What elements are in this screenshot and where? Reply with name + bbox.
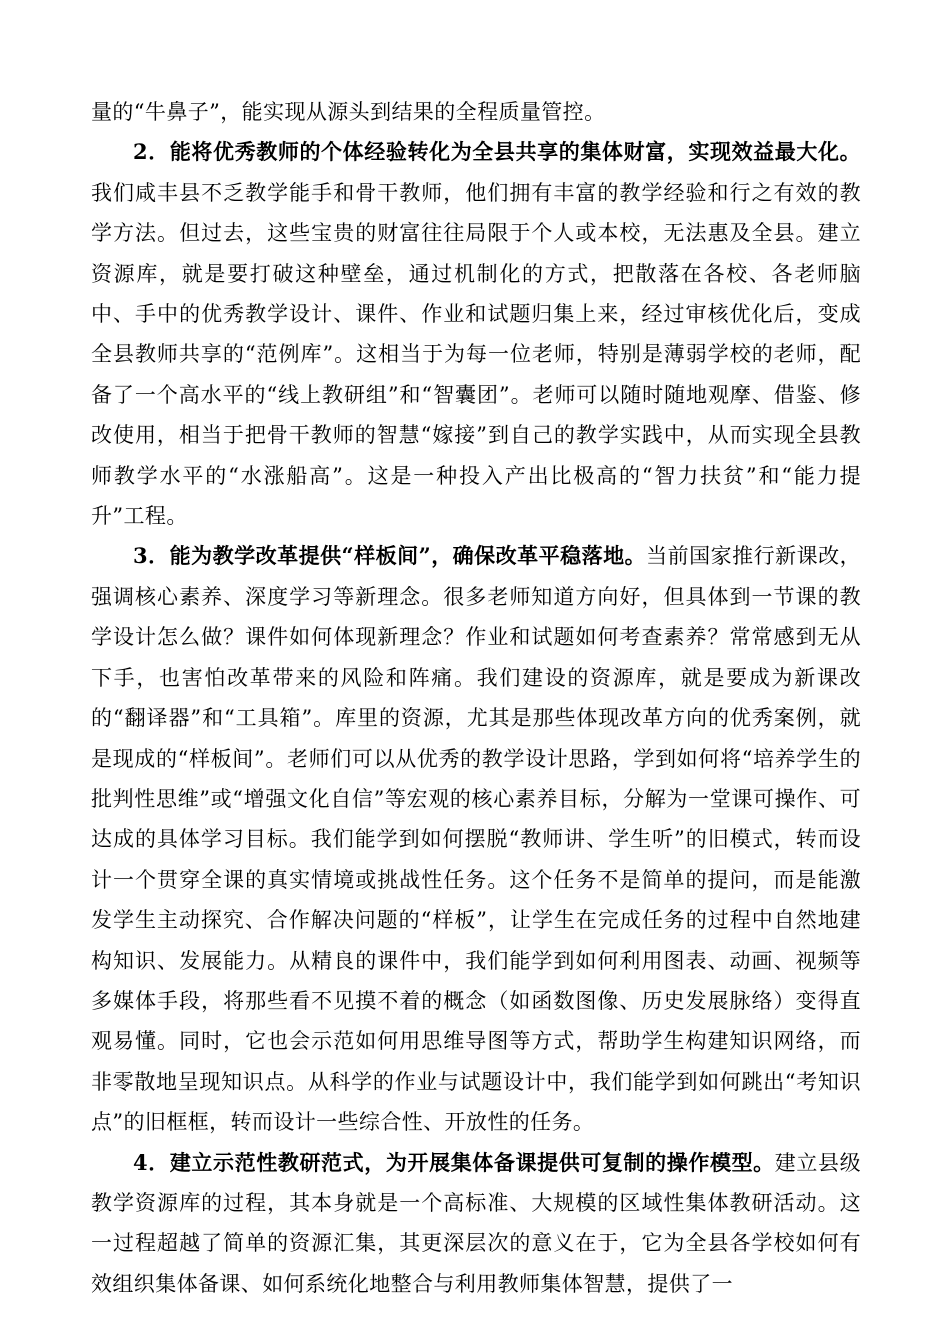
paragraph-body: 当前国家推行新课改，强调核心素养、深度学习等新理念。很多老师知道方向好，但具体到一节课的教学设计怎么做？课件如何体现新理念？作业和试题如何考查素养？常常感到无从下手，也害怕改革带来的风险和阵痛。我们建设的资源库，就是要成为新课改的“翻译器”和“工具箱”。库里的资源，尤其是那些体现改革方向的优秀案例，就是现成的“样板间”。老师们可以从优秀的教学设计思路，学到如何将“培养学生的批判性思维”或“增强文化自信”等宏观的核心素养目标，分解为一堂课可操作、可达成的具体学习目标。我们能学到如何摆脱“教师讲、学生听”的旧模式，转而设计一个贯穿全课的真实情境或挑战性任务。这个任务不是简单的提问，而是能激发学生主动探究、合作解决问题的“样板”，让学生在完成任务的过程中自然地建构知识、发展能力。从精良的课件中，我们能学到如何利用图表、动画、视频等多媒体手段，将那些看不见摸不着的概念（如函数图像、历史发展脉络）变得直观易懂。同时，它也会示范如何用思维导图等方式，帮助学生构建知识网络，而非零散地呈现知识点。从科学的作业与试题设计中，我们能学到如何跳出“考知识点”的旧框框，转而设计一些综合性、开放性的任务。	[91, 544, 861, 1135]
paragraph-point-4	[91, 1143, 861, 1305]
document-page	[91, 92, 861, 1304]
paragraph-body: 建立县级教学资源库的过程，其本身就是一个高标准、大规模的区域性集体教研活动。这一过程超越了简单的资源汇集，其更深层次的意义在于，它为全县各学校如何有效组织集体备课、如何系统化地整合与利用教师集体智慧，提供了一	[91, 1150, 861, 1296]
paragraph-continuation	[91, 92, 861, 132]
paragraph-point-3	[91, 536, 861, 1142]
paragraph-heading: 2．能将优秀教师的个体经验转化为全县共享的集体财富，实现效益最大化。	[133, 139, 861, 165]
paragraph-point-2	[91, 132, 861, 536]
paragraph-heading: 3．能为教学改革提供“样板间”，确保改革平稳落地。	[133, 543, 647, 569]
paragraph-body: 我们咸丰县不乏教学能手和骨干教师，他们拥有丰富的教学经验和行之有效的教学方法。但过去，这些宝贵的财富往往局限于个人或本校，无法惠及全县。建立资源库，就是要打破这种壁垒，通过机制化的方式，把散落在各校、各老师脑中、手中的优秀教学设计、课件、作业和试题归集上来，经过审核优化后，变成全县教师共享的“范例库”。这相当于为每一位老师，特别是薄弱学校的老师，配备了一个高水平的“线上教研组”和“智囊团”。老师可以随时随地观摩、借鉴、修改使用，相当于把骨干教师的智慧“嫁接”到自己的教学实践中，从而实现全县教师教学水平的“水涨船高”。这是一种投入产出比极高的“智力扶贫”和“能力提升”工程。	[91, 180, 861, 529]
paragraph-body: 量的“牛鼻子”，能实现从源头到结果的全程质量管控。	[91, 100, 606, 124]
paragraph-heading: 4．建立示范性教研范式，为开展集体备课提供可复制的操作模型。	[133, 1149, 775, 1175]
